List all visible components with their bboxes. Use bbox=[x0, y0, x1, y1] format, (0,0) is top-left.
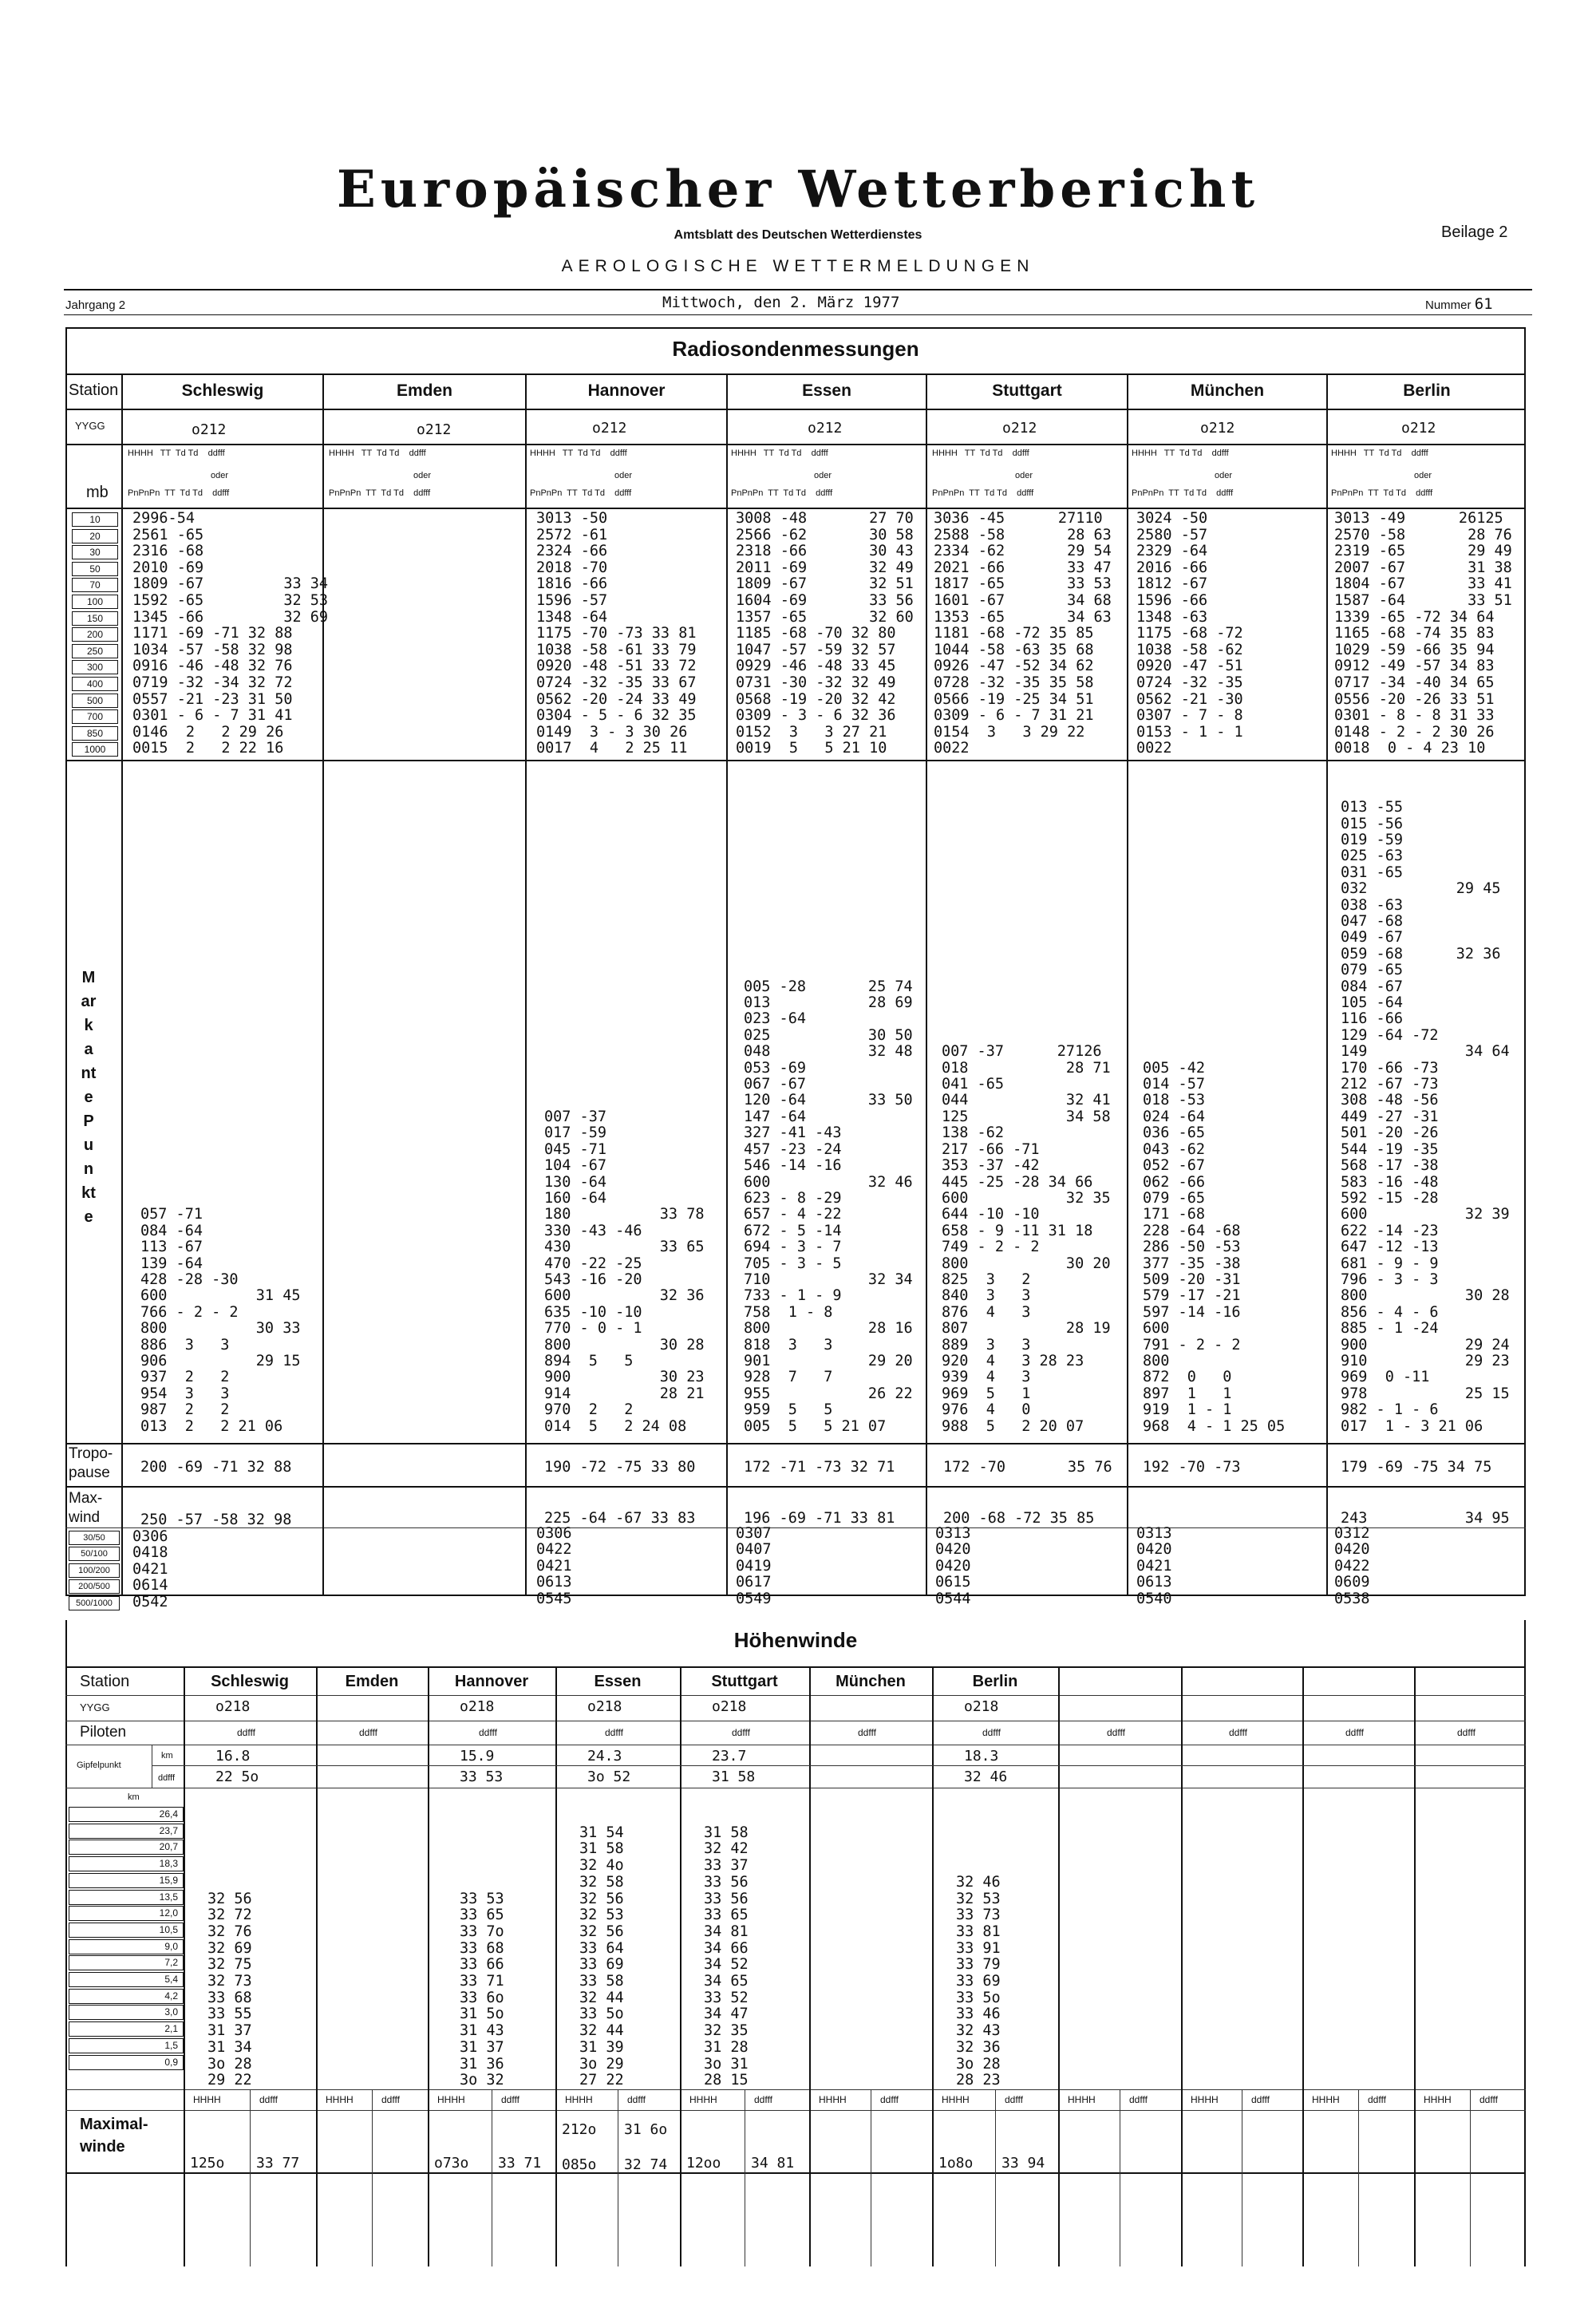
hw-hhhh-label: HHHH bbox=[1312, 2094, 1340, 2105]
mb-level: 200 bbox=[72, 627, 118, 642]
hw-col-divider bbox=[316, 1666, 318, 2266]
levels-hannover: 3013 -50 2572 -61 2324 -66 2018 -70 1816 -66 1596 -57 1348 -64 1175 -70 -73 33 81 1038 -58 -61 33 79 0920 -48 -51 33 72 0724 -32 -35 33 67 0562 -20 -24 33 49 0304 - 5 - 6 32 35 0149 3 - 3 30 26 0017 4 2 25 11 bbox=[536, 510, 697, 757]
mb-label: mb bbox=[86, 484, 109, 501]
hw-level: 0,9 bbox=[69, 2055, 184, 2070]
hw-level: 10,5 bbox=[69, 1923, 184, 1938]
hw-values: 32 56 32 72 32 76 32 69 32 75 32 73 33 68 33 55 31 37 31 34 3o 28 29 22 bbox=[207, 1890, 252, 2089]
beilage: Beilage 2 bbox=[1441, 223, 1508, 241]
tropopause-hannover: 190 -72 -75 33 80 bbox=[544, 1459, 696, 1476]
hw-station: Emden bbox=[345, 1673, 399, 1690]
hw-ddfff-label: ddfff bbox=[1368, 2094, 1386, 2105]
hw-gipfel-ddfff: 33 53 bbox=[460, 1768, 504, 1785]
hw-values: 33 53 33 65 33 7o 33 68 33 66 33 71 33 6o 31 5o 31 43 31 37 31 36 3o 32 bbox=[460, 1890, 504, 2089]
shear-essen: 0307 0407 0419 0617 0549 bbox=[736, 1525, 772, 1607]
col-head: oder bbox=[1015, 471, 1033, 480]
shear-stuttgart: 0313 0420 0420 0615 0544 bbox=[935, 1525, 971, 1607]
tropopause-essen: 172 -71 -73 32 71 bbox=[744, 1459, 895, 1476]
mb-level: 50 bbox=[72, 562, 118, 576]
shear-level: 50/100 bbox=[69, 1547, 120, 1561]
hw-km-label: km bbox=[128, 1792, 140, 1802]
hw-col-divider bbox=[555, 1666, 557, 2266]
mb-level: 500 bbox=[72, 694, 118, 708]
divider bbox=[64, 314, 1532, 315]
hw-ddfff-label: ddfff bbox=[479, 1727, 497, 1738]
hw-level: 18,3 bbox=[69, 1856, 184, 1871]
mb-level: 20 bbox=[72, 529, 118, 543]
yygg-value: o212 bbox=[417, 421, 452, 438]
maxwinde-ddfff: 31 6o 32 74 bbox=[624, 2121, 668, 2173]
hw-hhhh-label: HHHH bbox=[326, 2094, 354, 2105]
yygg-value: o212 bbox=[1002, 420, 1037, 437]
hw-level: 5,4 bbox=[69, 1972, 184, 1987]
maxwinde-ddfff: 33 94 bbox=[1001, 2155, 1045, 2172]
tropopause-berlin: 179 -69 -75 34 75 bbox=[1341, 1459, 1492, 1476]
hw-ddfff-label: ddfff bbox=[1005, 2094, 1023, 2105]
hw-level: 26,4 bbox=[69, 1807, 184, 1822]
publisher: Amtsblatt des Deutschen Wetterdienstes bbox=[674, 228, 922, 242]
col-head: HHHH TT Td Td ddfff bbox=[932, 449, 1029, 458]
col-head: HHHH TT Td Td ddfff bbox=[329, 449, 426, 458]
hw-hhhh-label: HHHH bbox=[819, 2094, 847, 2105]
maxwinde-ddfff: 34 81 bbox=[751, 2155, 795, 2172]
station-label: Station bbox=[69, 381, 119, 399]
hw-gipfel-km: 23.7 bbox=[712, 1748, 747, 1765]
maxwinde-ddfff: 33 77 bbox=[256, 2155, 300, 2172]
hw-col-divider bbox=[680, 1666, 681, 2266]
page-title: Europäischer Wetterbericht bbox=[337, 160, 1259, 219]
hw-sub-divider bbox=[995, 2089, 996, 2266]
levels-stuttgart: 3036 -45 27110 2588 -58 28 63 2334 -62 29 54 2021 -66 33 47 1817 -65 33 53 1601 -67 34 68 1353 -65 34 63 1181 -68 -72 35 85 1044 -58 -63 35 68 0926 -47 -52 34 62 0728 -32 -35 35 58 0566 -19 -25 34 51 0309 - 6 - 7 31 21 0154 3 3 29 22 0022 bbox=[934, 510, 1112, 757]
hw-ddfff-label: ddfff bbox=[359, 1727, 377, 1738]
hw-ddfff-label: ddfff bbox=[627, 2094, 646, 2105]
hw-level: 9,0 bbox=[69, 1939, 184, 1954]
hw-gipfel-ddfff: 22 5o bbox=[215, 1768, 259, 1785]
hw-hhhh-label: HHHH bbox=[1191, 2094, 1219, 2105]
mb-level: 100 bbox=[72, 595, 118, 609]
hw-gipfel-label: Gipfelpunkt bbox=[77, 1761, 121, 1770]
tropopause-label: Tropo-pause bbox=[69, 1445, 113, 1481]
markante-stuttgart: 007 -37 27126 018 28 71 041 -65 044 32 41 125 34 58 138 -62 217 -66 -71 353 -37 -42 445 -25 -28 34 66 600 32 35 644 -10 -10 658 - 9 -11 31 18 749 - 2 - 2 800 30 20 825 3 2 840 3 3 876 4 3 807 28 19 889 3 3 920 4 3 28 23 939 4 3 969 5 1 976 4 0 988 5 2 20 07 bbox=[942, 1043, 1111, 1435]
hw-station: Essen bbox=[594, 1673, 642, 1690]
hw-level: 1,5 bbox=[69, 2038, 184, 2053]
hw-gipfel-km: 16.8 bbox=[215, 1748, 251, 1765]
hw-col-divider bbox=[1181, 1666, 1183, 2266]
hw-values: 32 46 32 53 33 73 33 81 33 91 33 79 33 69 33 5o 33 46 32 43 32 36 3o 28 28 23 bbox=[956, 1873, 1001, 2089]
hw-yygg-label: YYGG bbox=[80, 1701, 110, 1713]
hw-hhhh-label: HHHH bbox=[1424, 2094, 1452, 2105]
hw-gipfel-ddfff: 3o 52 bbox=[587, 1768, 631, 1785]
hw-level: 3,0 bbox=[69, 2005, 184, 2020]
hw-hhhh-label: HHHH bbox=[689, 2094, 717, 2105]
station-hannover: Hannover bbox=[587, 381, 666, 400]
maxwinde-ddfff: 33 71 bbox=[498, 2155, 542, 2172]
yygg-value: o212 bbox=[1401, 420, 1436, 437]
hw-ddfff-label: ddfff bbox=[1457, 1727, 1476, 1738]
hw-level: 23,7 bbox=[69, 1824, 184, 1839]
hw-km-label: km bbox=[161, 1751, 173, 1761]
tropopause-muenchen: 192 -70 -73 bbox=[1143, 1459, 1241, 1476]
hw-gipfel-km: 15.9 bbox=[460, 1748, 495, 1765]
hw-station: München bbox=[836, 1673, 906, 1690]
yygg-value: o212 bbox=[192, 421, 227, 438]
hw-ddfff-label: ddfff bbox=[1129, 2094, 1148, 2105]
hw-col-divider bbox=[428, 1666, 429, 2266]
hw-station-label: Station bbox=[80, 1673, 130, 1690]
hw-ddfff-label: ddfff bbox=[1251, 2094, 1270, 2105]
maxwinde-hhhh: 12oo bbox=[686, 2155, 721, 2172]
levels-schleswig: 2996-54 2561 -65 2316 -68 2010 -69 1809 -67 33 34 1592 -65 32 53 1345 -66 32 69 1171 -69 -71 32 88 1034 -57 -58 32 98 0916 -46 -48 32 76 0719 -32 -34 32 72 0557 -21 -23 31 50 0301 - 6 - 7 31 41 0146 2 2 29 26 0015 2 2 22 16 bbox=[132, 510, 329, 757]
col-head: oder bbox=[1414, 471, 1432, 480]
hw-level: 20,7 bbox=[69, 1840, 184, 1855]
hw-ddfff-label: ddfff bbox=[1107, 1727, 1125, 1738]
hw-yygg: o218 bbox=[587, 1698, 622, 1715]
mb-level: 30 bbox=[72, 545, 118, 559]
yygg-label: YYGG bbox=[75, 420, 105, 432]
hw-gipfel-km: 24.3 bbox=[587, 1748, 622, 1765]
hw-ddfff-label: ddfff bbox=[858, 1727, 876, 1738]
col-head: PnPnPn TT Td Td ddfff bbox=[128, 488, 230, 498]
hw-ddfff-label: ddfff bbox=[605, 1727, 623, 1738]
maxwinde-hhhh: 1o8o bbox=[938, 2155, 974, 2172]
hw-col-divider bbox=[932, 1666, 934, 2266]
hw-hhhh-label: HHHH bbox=[942, 2094, 970, 2105]
station-berlin: Berlin bbox=[1403, 381, 1451, 400]
hw-ddfff-label: ddfff bbox=[880, 2094, 899, 2105]
hw-ddfff-label: ddfff bbox=[501, 2094, 519, 2105]
hoehenwinde-title: Höhenwinde bbox=[733, 1628, 858, 1652]
col-head: PnPnPn TT Td Td ddfff bbox=[530, 488, 632, 498]
hw-hhhh-label: HHHH bbox=[193, 2094, 221, 2105]
col-head: oder bbox=[1215, 471, 1233, 480]
hw-level: 4,2 bbox=[69, 1989, 184, 2004]
station-emden: Emden bbox=[396, 381, 452, 400]
issue-number: Nummer 61 bbox=[1425, 295, 1493, 313]
hw-station: Hannover bbox=[454, 1673, 529, 1690]
hw-ddfff-label: ddfff bbox=[982, 1727, 1001, 1738]
col-head: HHHH TT Td Td ddfff bbox=[1132, 449, 1229, 458]
col-head: HHHH TT Td Td ddfff bbox=[530, 449, 627, 458]
col-head: oder bbox=[211, 471, 229, 480]
shear-muenchen: 0313 0420 0421 0613 0540 bbox=[1136, 1525, 1172, 1607]
yygg-value: o212 bbox=[592, 420, 627, 437]
maxwinde-hhhh: 212o 085o bbox=[562, 2121, 597, 2173]
hw-gipfel-ddfff: 32 46 bbox=[964, 1768, 1008, 1785]
hw-sub-divider bbox=[250, 2089, 251, 2266]
station-muenchen: München bbox=[1190, 381, 1265, 400]
mb-level: 850 bbox=[72, 726, 118, 741]
shear-level: 200/500 bbox=[69, 1579, 120, 1594]
hw-level: 15,9 bbox=[69, 1873, 184, 1888]
mb-level: 250 bbox=[72, 644, 118, 658]
shear-berlin: 0312 0420 0422 0609 0538 bbox=[1334, 1525, 1370, 1607]
hw-yygg: o218 bbox=[460, 1698, 495, 1715]
mb-level: 150 bbox=[72, 611, 118, 626]
levels-muenchen: 3024 -50 2580 -57 2329 -64 2016 -66 1812 -67 1596 -66 1348 -63 1175 -68 -72 1038 -58 -62 0920 -47 -51 0724 -32 -35 0562 -21 -30 0307 - 7 - 8 0153 - 1 - 1 0022 bbox=[1136, 510, 1243, 757]
shear-level: 100/200 bbox=[69, 1563, 120, 1578]
hw-yygg: o218 bbox=[712, 1698, 747, 1715]
col-head: HHHH TT Td Td ddfff bbox=[731, 449, 828, 458]
hw-ddfff-label: ddfff bbox=[237, 1727, 255, 1738]
shear-schleswig: 0306 0418 0421 0614 0542 bbox=[132, 1528, 168, 1610]
maxwinde-hhhh: 125o bbox=[190, 2155, 225, 2172]
yygg-value: o212 bbox=[808, 420, 843, 437]
hw-level: 13,5 bbox=[69, 1890, 184, 1905]
tropopause-schleswig: 200 -69 -71 32 88 bbox=[140, 1459, 292, 1476]
jahrgang: Jahrgang 2 bbox=[65, 298, 126, 312]
maxwind-schleswig: 250 -57 -58 32 98 bbox=[140, 1512, 292, 1528]
col-head: PnPnPn TT Td Td ddfff bbox=[329, 488, 431, 498]
section-heading: AEROLOGISCHE WETTERMELDUNGEN bbox=[561, 257, 1035, 275]
divider bbox=[64, 289, 1532, 290]
maximalwinde-label: Maximal-winde bbox=[80, 2116, 148, 2156]
hw-yygg: o218 bbox=[964, 1698, 999, 1715]
mb-level: 300 bbox=[72, 660, 118, 674]
hw-sub-divider bbox=[1470, 2089, 1471, 2266]
markante-essen: 005 -28 25 74 013 28 69 023 -64 025 30 50 048 32 48 053 -69 067 -67 120 -64 33 50 147 -64 327 -41 -43 457 -23 -24 546 -14 -16 600 32 46 623 - 8 -29 657 - 4 -22 672 - 5 -14 694 - 3 - 7 705 - 3 - 5 710 32 34 733 - 1 - 9 758 1 - 8 800 28 16 818 3 3 901 29 20 928 7 7 955 26 22 959 5 5 005 5 5 21 07 bbox=[744, 978, 913, 1435]
hw-level: 7,2 bbox=[69, 1955, 184, 1970]
hw-hhhh-label: HHHH bbox=[1068, 2094, 1096, 2105]
hw-station: Schleswig bbox=[211, 1673, 289, 1690]
maxwind-hannover: 225 -64 -67 33 83 bbox=[544, 1510, 696, 1527]
tropopause-stuttgart: 172 -70 35 76 bbox=[943, 1459, 1112, 1476]
hw-ddfff-label: ddfff bbox=[1345, 1727, 1364, 1738]
shear-hannover: 0306 0422 0421 0613 0545 bbox=[536, 1525, 572, 1607]
markante-schleswig: 057 -71 084 -64 113 -67 139 -64 428 -28 -30 600 31 45 766 - 2 - 2 800 30 33 886 3 3 906 29 15 937 2 2 954 3 3 987 2 2 013 2 2 21 06 bbox=[140, 1206, 301, 1435]
hw-gipfel-ddfff: 31 58 bbox=[712, 1768, 756, 1785]
hw-yygg: o218 bbox=[215, 1698, 251, 1715]
hw-ddfff-label: ddfff bbox=[158, 1773, 176, 1783]
mb-level: 70 bbox=[72, 578, 118, 592]
levels-berlin: 3013 -49 26125 2570 -58 28 76 2319 -65 29 49 2007 -67 31 38 1804 -67 33 41 1587 -64 33 51 1339 -65 -72 34 64 1165 -68 -74 35 83 1029 -59 -66 35 94 0912 -49 -57 34 83 0717 -34 -40 34 65 0556 -20 -26 33 51 0301 - 8 - 8 31 33 0148 - 2 - 2 30 26 0018 0 - 4 23 10 bbox=[1334, 510, 1512, 757]
maxwind-label: Max-wind bbox=[69, 1490, 103, 1526]
maxwind-essen: 196 -69 -71 33 81 bbox=[744, 1510, 895, 1527]
hw-ddfff-label: ddfff bbox=[259, 2094, 278, 2105]
hw-col-divider bbox=[1058, 1666, 1060, 2266]
hw-gipfel-km: 18.3 bbox=[964, 1748, 999, 1765]
col-head: oder bbox=[413, 471, 432, 480]
markante-punkte-label: Markante Punkte bbox=[81, 969, 98, 1226]
hw-values: 31 54 31 58 32 4o 32 58 32 56 32 53 32 56 33 64 33 69 33 58 32 44 33 5o 32 44 31 39 3o 29 27 22 bbox=[579, 1824, 624, 2089]
col-head: oder bbox=[814, 471, 832, 480]
maxwinde-hhhh: o73o bbox=[434, 2155, 469, 2172]
hw-hhhh-label: HHHH bbox=[437, 2094, 465, 2105]
hw-col-divider bbox=[184, 1666, 185, 2266]
maxwind-stuttgart: 200 -68 -72 35 85 bbox=[943, 1510, 1095, 1527]
hw-ddfff-label: ddfff bbox=[1229, 1727, 1247, 1738]
station-schleswig: Schleswig bbox=[181, 381, 264, 400]
hw-col-divider bbox=[809, 1666, 811, 2266]
maxwind-berlin: 243 34 95 bbox=[1341, 1510, 1510, 1527]
hw-station: Berlin bbox=[972, 1673, 1018, 1690]
hw-ddfff-label: ddfff bbox=[1479, 2094, 1498, 2105]
hw-station: Stuttgart bbox=[711, 1673, 778, 1690]
hw-ddfff-label: ddfff bbox=[381, 2094, 400, 2105]
col-head: oder bbox=[614, 471, 633, 480]
hw-values: 31 58 32 42 33 37 33 56 33 56 33 65 34 81 34 66 34 52 34 65 33 52 34 47 32 35 31 28 3o 31 28 15 bbox=[704, 1824, 749, 2089]
col-head: PnPnPn TT Td Td ddfff bbox=[932, 488, 1034, 498]
hw-sub-divider bbox=[1358, 2089, 1359, 2266]
hw-col-divider bbox=[1302, 1666, 1304, 2266]
markante-berlin: 013 -55 015 -56 019 -59 025 -63 031 -65 032 29 45 038 -63 047 -68 049 -67 059 -68 32 36 079 -65 084 -67 105 -64 116 -66 129 -64 -72 149 34 64 170 -66 -73 212 -67 -73 308 -48 -56 449 -27 -31 501 -20 -26 544 -19 -35 568 -17 -38 583 -16 -48 592 -15 -28 600 32 39 622 -14 -23 647 -12 -13 681 - 9 - 9 796 - 3 - 3 800 30 28 856 - 4 - 6 885 - 1 -24 900 29 24 910 29 23 969 0 -11 978 25 15 982 - 1 - 6 017 1 - 3 21 06 bbox=[1341, 799, 1510, 1435]
mb-level: 700 bbox=[72, 709, 118, 724]
station-stuttgart: Stuttgart bbox=[992, 381, 1062, 400]
col-head: PnPnPn TT Td Td ddfff bbox=[731, 488, 833, 498]
col-head: HHHH TT Td Td ddfff bbox=[1331, 449, 1428, 458]
hw-ddfff-label: ddfff bbox=[754, 2094, 772, 2105]
station-essen: Essen bbox=[802, 381, 851, 400]
hw-row-divider bbox=[152, 1765, 1526, 1766]
mb-level: 10 bbox=[72, 512, 118, 527]
col-head: HHHH TT Td Td ddfff bbox=[128, 449, 225, 458]
hw-piloten-label: Piloten bbox=[80, 1724, 127, 1741]
shear-level: 500/1000 bbox=[69, 1596, 120, 1610]
hw-sub-divider bbox=[372, 2089, 373, 2266]
col-head: PnPnPn TT Td Td ddfff bbox=[1331, 488, 1433, 498]
mb-level: 1000 bbox=[72, 742, 118, 757]
shear-level: 30/50 bbox=[69, 1531, 120, 1545]
col-head: PnPnPn TT Td Td ddfff bbox=[1132, 488, 1234, 498]
yygg-value: o212 bbox=[1200, 420, 1235, 437]
mb-level: 400 bbox=[72, 677, 118, 691]
hw-level: 12,0 bbox=[69, 1906, 184, 1921]
markante-muenchen: 005 -42 014 -57 018 -53 024 -64 036 -65 043 -62 052 -67 062 -66 079 -65 171 -68 228 -64 -68 286 -50 -53 377 -35 -38 509 -20 -31 579 -17 -21 597 -14 -16 600 791 - 2 - 2 800 872 0 0 897 1 1 919 1 - 1 968 4 - 1 25 05 bbox=[1143, 1059, 1286, 1435]
hw-level: 2,1 bbox=[69, 2021, 184, 2037]
issue-date: Mittwoch, den 2. März 1977 bbox=[662, 294, 900, 311]
hw-ddfff-label: ddfff bbox=[732, 1727, 750, 1738]
levels-essen: 3008 -48 27 70 2566 -62 30 58 2318 -66 30 43 2011 -69 32 49 1809 -67 32 51 1604 -69 33 56 1357 -65 32 60 1185 -68 -70 32 80 1047 -57 -59 32 57 0929 -46 -48 33 45 0731 -30 -32 32 49 0568 -19 -20 32 42 0309 - 3 - 6 32 36 0152 3 3 27 21 0019 5 5 21 10 bbox=[736, 510, 914, 757]
hw-col-divider bbox=[1414, 1666, 1416, 2266]
markante-hannover: 007 -37 017 -59 045 -71 104 -67 130 -64 160 -64 180 33 78 330 -43 -46 430 33 65 470 -22 -25 543 -16 -20 600 32 36 635 -10 -10 770 - 0 - 1 800 30 28 894 5 5 900 30 23 914 28 21 970 2 2 014 5 2 24 08 bbox=[544, 1108, 705, 1435]
radiosonde-title: Radiosondenmessungen bbox=[672, 337, 919, 361]
hw-hhhh-label: HHHH bbox=[565, 2094, 593, 2105]
